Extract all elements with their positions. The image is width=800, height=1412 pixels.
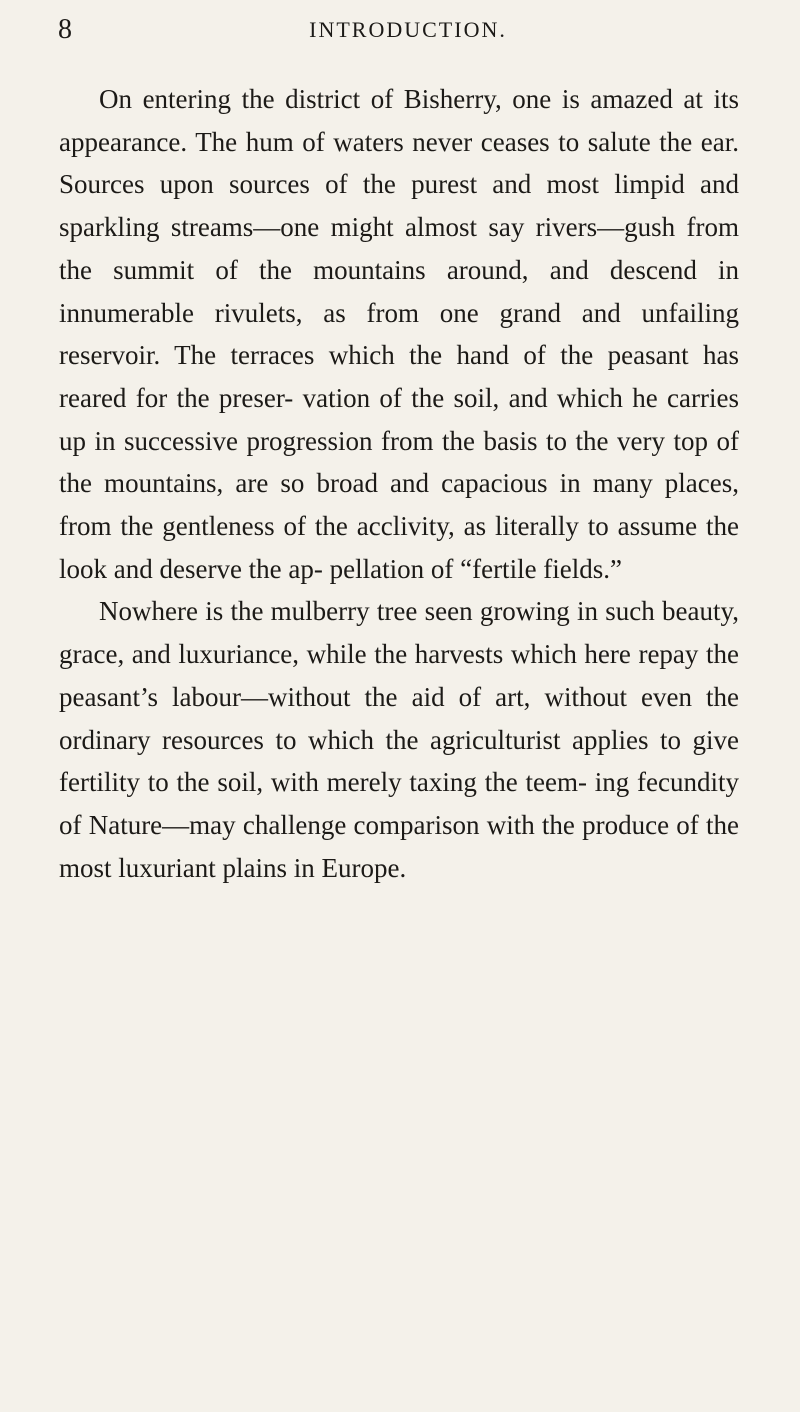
paragraph-bisherry-description: On entering the district of Bisherry, one is amazed at its appearance. The hum of waters never ceases to salute the ear. Sources upon sources of the purest and most limpid and sparkling streams—one might almost say rivers—gush from the summit of the mountains around, and descend in innumerable rivulets, as from one grand and unfailing reservoir. The terraces which the hand of the peasant has reared for the preser- vation of the soil, and which he carries up in successive progression from the basis to the very top of the mountains, are so broad and capacious in many places, from the gentleness of the acclivity, as literally to assume the look and deserve the ap- pellation of “fertile fields.” — [59, 84, 739, 584]
running-title: INTRODUCTION. — [309, 17, 507, 42]
paragraph-mulberry-harvest: Nowhere is the mulberry tree seen growing in such beauty, grace, and luxuriance, while the harvests which here repay the peasant’s labour—without the aid of art, without even the ordinary resources to which the agriculturist applies to give fertility to the soil, with merely taxing the teem- ing fecundity of Nature—may challenge comparison with the produce of the most luxuriant plains in Europe. — [59, 596, 739, 883]
page-number: 8 — [58, 14, 72, 45]
running-head — [58, 10, 738, 50]
body-text — [59, 78, 739, 889]
